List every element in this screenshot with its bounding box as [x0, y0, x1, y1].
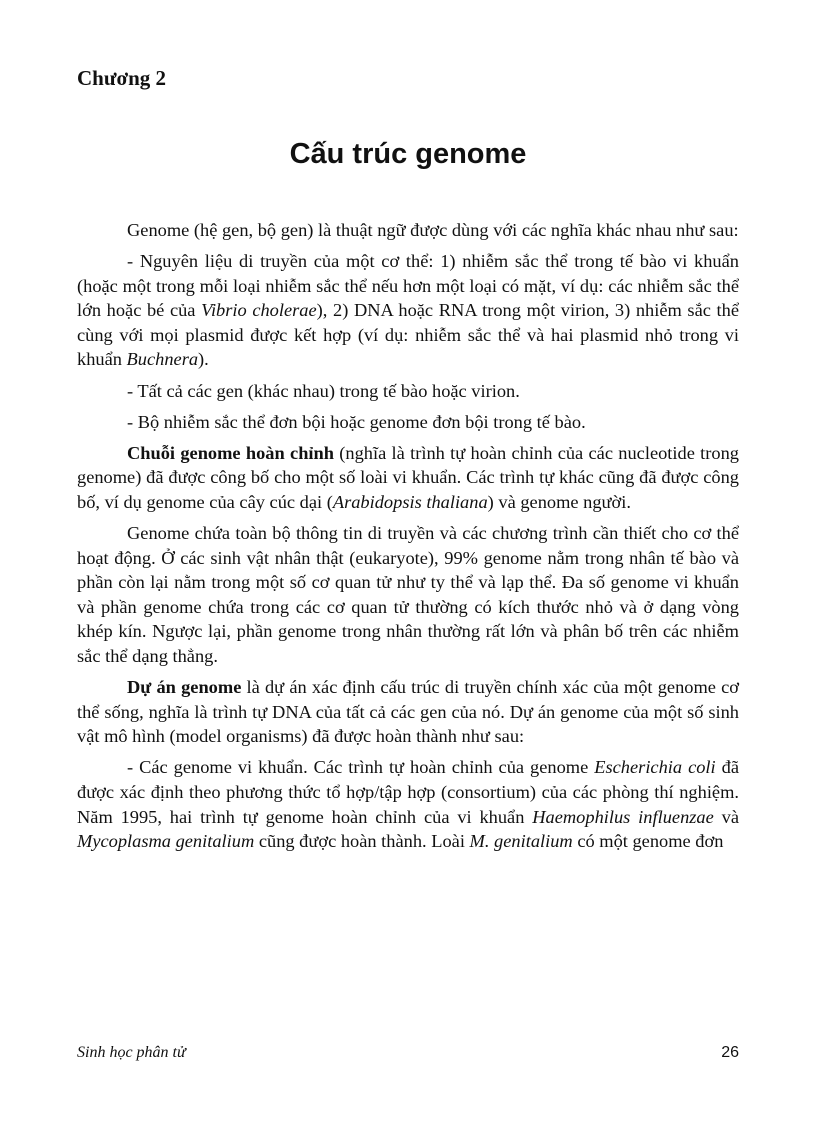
paragraph	[77, 755, 739, 853]
text-run: - Các genome vi khuẩn. Các trình tự hoàn chỉnh của genome	[127, 757, 595, 778]
italic-term: Escherichia coli	[594, 757, 716, 778]
italic-term: Buchnera	[126, 349, 199, 370]
text-run: là dự án xác định cấu trúc di truyền chính xác của một genome cơ thể sống, nghĩa là trình tự DNA của tất cả các gen của nó. Dự án genome của một số sinh vật mô hình (model organisms) đã được hoàn thành như sau:	[77, 677, 739, 747]
text-run: Genome chứa toàn bộ thông tin di truyền và các chương trình cần thiết cho cơ thể hoạt động. Ở các sinh vật nhân thật (eukaryote), 99% genome nằm trong nhân tế bào và phần còn lại nằm trong một số cơ quan tử như ty thể và lạp thể. Đa số genome vi khuẩn và phần genome chứa trong các cơ quan tử thường có kích thước nhỏ và ở dạng vòng khép kín. Ngược lại, phần genome trong nhân thường rất lớn và phân bố trên các nhiễm sắc thể dạng thẳng.	[77, 523, 739, 666]
bold-term: Chuỗi genome hoàn chỉnh	[127, 442, 334, 463]
text-run: - Bộ nhiễm sắc thể đơn bội hoặc genome đơn bội trong tế bào.	[127, 411, 586, 432]
paragraph	[77, 441, 739, 515]
text-run: Genome (hệ gen, bộ gen) là thuật ngữ được dùng với các nghĩa khác nhau như sau:	[127, 220, 739, 240]
paragraph	[77, 675, 739, 749]
paragraph	[77, 218, 739, 243]
page-number: 26	[721, 1044, 739, 1061]
chapter-title: Cấu trúc genome	[289, 138, 527, 170]
text-run: ), 2) DNA hoặc RNA trong một virion, 3) nhiễm sắc thể cùng với mọi plasmid được kết hợp (ví dụ: nhiễm sắc thể và hai plasmid nhỏ trong vi khuẩn	[77, 300, 739, 370]
chapter-label: Chương 2	[77, 66, 167, 90]
italic-term: Mycoplasma genitalium	[77, 831, 255, 852]
text-run: và	[713, 806, 739, 827]
text-run: ).	[198, 349, 209, 370]
text-run: có một genome đơn	[572, 831, 724, 852]
text-run: ) và genome người.	[487, 491, 631, 512]
italic-term: Arabidopsis thaliana	[332, 491, 488, 512]
body-text	[77, 218, 739, 860]
italic-term: M. genitalium	[469, 831, 573, 852]
italic-term: Vibrio cholerae	[201, 300, 317, 321]
text-run: cũng được hoàn thành. Loài	[254, 831, 470, 852]
paragraph	[77, 410, 739, 435]
paragraph	[77, 249, 739, 372]
text-run: (nghĩa là trình tự hoàn chỉnh của các nucleotide trong genome) đã được công bố cho một số loài vi khuẩn. Các trình tự khác cũng đã được công bố, ví dụ genome của cây cúc dại (	[77, 442, 739, 512]
paragraph	[77, 521, 739, 669]
footer-book-title: Sinh học phân tử	[77, 1044, 186, 1061]
text-run: đã được xác định theo phương thức tổ hợp/tập hợp (consortium) của các phòng thí nghiệm. Năm 1995, hai trình tự genome hoàn chỉnh của vi khuẩn	[77, 757, 739, 827]
paragraph	[77, 379, 739, 404]
text-run: - Nguyên liệu di truyền của một cơ thể: 1) nhiễm sắc thể trong tế bào vi khuẩn (hoặc một trong mỗi loại nhiễm sắc thể nếu hơn một loại có mặt, ví dụ: các nhiễm sắc thể lớn hoặc bé của	[77, 251, 739, 321]
italic-term: Haemophilus influenzae	[532, 806, 714, 827]
bold-term: Dự án genome	[127, 677, 242, 698]
text-run: - Tất cả các gen (khác nhau) trong tế bào hoặc virion.	[127, 380, 520, 401]
